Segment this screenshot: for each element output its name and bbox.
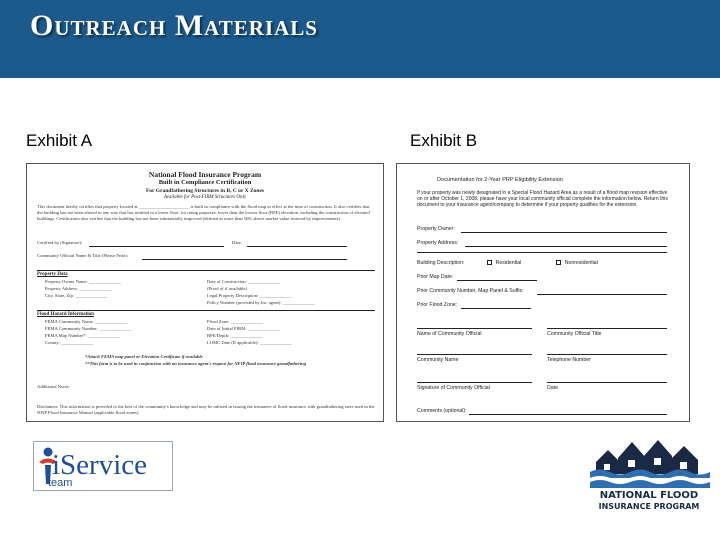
exhibit-a-heading-4: Available for Post-FIRM Structures Only xyxy=(163,195,247,200)
flood-row-right-cell: Flood Zone: ______________ xyxy=(207,319,263,324)
property-row-left-cell: Property Address: ______________ xyxy=(45,286,112,291)
exhibit-b-prior-flood-zone: Prior Flood Zone: xyxy=(417,302,458,308)
exhibit-a-additional-notes: Additional Notes: xyxy=(37,384,70,389)
nfip-line-2: INSURANCE PROGRAM xyxy=(598,502,700,511)
exhibit-b-name-official: Name of Community Official xyxy=(417,331,482,337)
iservice-team-logo xyxy=(33,441,173,491)
exhibit-b-document xyxy=(396,163,690,422)
exhibit-a-date: Date: xyxy=(232,240,242,245)
exhibit-a-heading-2: Built in Compliance Certification xyxy=(158,179,252,186)
exhibit-b-prior-community: Prior Community Number, Map Panel & Suffix: xyxy=(417,288,524,294)
exhibit-a-heading-3: For Grandfathering Structures in B, C or X Zones xyxy=(145,188,265,194)
nfip-line-1: NATIONAL FLOOD xyxy=(599,490,699,501)
exhibit-a-property-section: Property Data xyxy=(37,272,68,277)
exhibit-b-date: Date xyxy=(547,385,558,391)
exhibit-a-flood-section: Flood Hazard Information xyxy=(37,312,94,317)
exhibit-b-official-title: Community Official Title xyxy=(547,331,602,337)
exhibit-b-community-name: Community Name xyxy=(417,357,459,363)
nfip-logo xyxy=(586,434,712,514)
exhibit-b-intro: If your property was newly designated in a Special Flood Hazard Area as a result of a flood map revision effective on or after October 1, 2008, please have your local community official complete the information below. Return this document to your insurance agent/company to determine if your property qualifies for the extension. xyxy=(417,190,668,208)
flood-row-right-cell: LOMC Date (If applicable): ______________ xyxy=(207,340,292,345)
flood-row-right-cell: BFE/Depth: ______________ xyxy=(207,333,263,338)
flood-row-left-cell: FEMA Community Name: ______________ xyxy=(45,319,128,324)
property-row-left-cell: City, State, Zip: ______________ xyxy=(45,293,108,298)
iservice-subtitle: team xyxy=(48,477,73,489)
exhibit-a-official: Community Official Name & Title (Please Print): xyxy=(37,253,129,258)
exhibit-b-heading: Documentation for 2-Year PRP Eligibility Extension xyxy=(437,177,563,183)
exhibit-b-prior-map-date: Prior Map Date: xyxy=(417,274,454,280)
exhibit-a-heading-1: National Flood Insurance Program xyxy=(148,170,262,179)
slide-title: Outreach Materials xyxy=(30,9,318,42)
exhibit-b-comments: Comments (optional): xyxy=(417,408,467,414)
flood-row-left-cell: County: ______________ xyxy=(45,340,94,345)
exhibit-b-property-owner: Property Owner: xyxy=(417,226,455,232)
property-row-right-cell: Legal Property Description: ______________ xyxy=(207,293,292,298)
flood-row-left-cell: FEMA Map Number*: ______________ xyxy=(45,333,121,338)
exhibit-b-property-address: Property Address: xyxy=(417,240,459,246)
exhibit-a-certified-by: Certified by (Signature): xyxy=(37,240,83,245)
nonresidential-checkbox[interactable] xyxy=(556,260,561,265)
exhibit-a-note-2: **This form is to be used in conjunction with an insurance agent's request for NFIP flood insurance grandfathering xyxy=(85,361,307,366)
exhibit-a-label: Exhibit A xyxy=(26,131,93,150)
flood-row-left-cell: FEMA Community Number: ______________ xyxy=(45,326,132,331)
property-row-right-cell: (Proof of if available) xyxy=(207,286,247,291)
property-row-right-cell: Policy Number (provided by Ins. agent): ______________ xyxy=(207,300,315,305)
exhibit-b-signature: Signature of Community Official xyxy=(417,385,490,391)
exhibit-b-telephone: Telephone Number xyxy=(547,357,591,363)
property-row-left-cell: Property Owner Name: ______________ xyxy=(45,279,122,284)
exhibit-a-note-1: *Attach FEMA map panel or Elevation Certificate if available xyxy=(85,354,203,359)
title-banner xyxy=(0,0,720,78)
exhibit-a-document xyxy=(26,163,384,422)
residential-label: Residential xyxy=(495,260,522,266)
exhibit-a-body: This document hereby certifies that property located at ______________________ is built in compliance with the flood map in effect at the time of construction. It also certifies that the building has not been altered in any way that has resulted in a lower floor, for rating purposes, lower than the lowest floor (BFE) elevation, including the construction of elevated buildings. Certification also verifies that the building has not been substantially improved (defined as more than 50% above market value restored by improvements). xyxy=(37,204,370,221)
exhibit-a-disclaimer: Disclaimer: This information is provided to the best of the community's knowledge and may be utilized in issuing the insurance of flood insurance with grandfathering rates used in the NFIP Flood Insurance Manual (applicable flood zones). xyxy=(37,404,375,415)
houses-waves-icon xyxy=(586,434,712,488)
flood-row-right-cell: Date of Initial FIRM: ______________ xyxy=(207,326,280,331)
property-row-right-cell: Date of Construction: ______________ xyxy=(207,279,281,284)
residential-checkbox[interactable] xyxy=(487,260,492,265)
nonresidential-label: Nonresidential xyxy=(564,260,598,266)
iservice-wordmark: iService xyxy=(52,449,148,481)
exhibit-b-building-description: Building Description: Residential Nonresidential xyxy=(417,260,598,266)
exhibit-b-label: Exhibit B xyxy=(410,131,478,150)
